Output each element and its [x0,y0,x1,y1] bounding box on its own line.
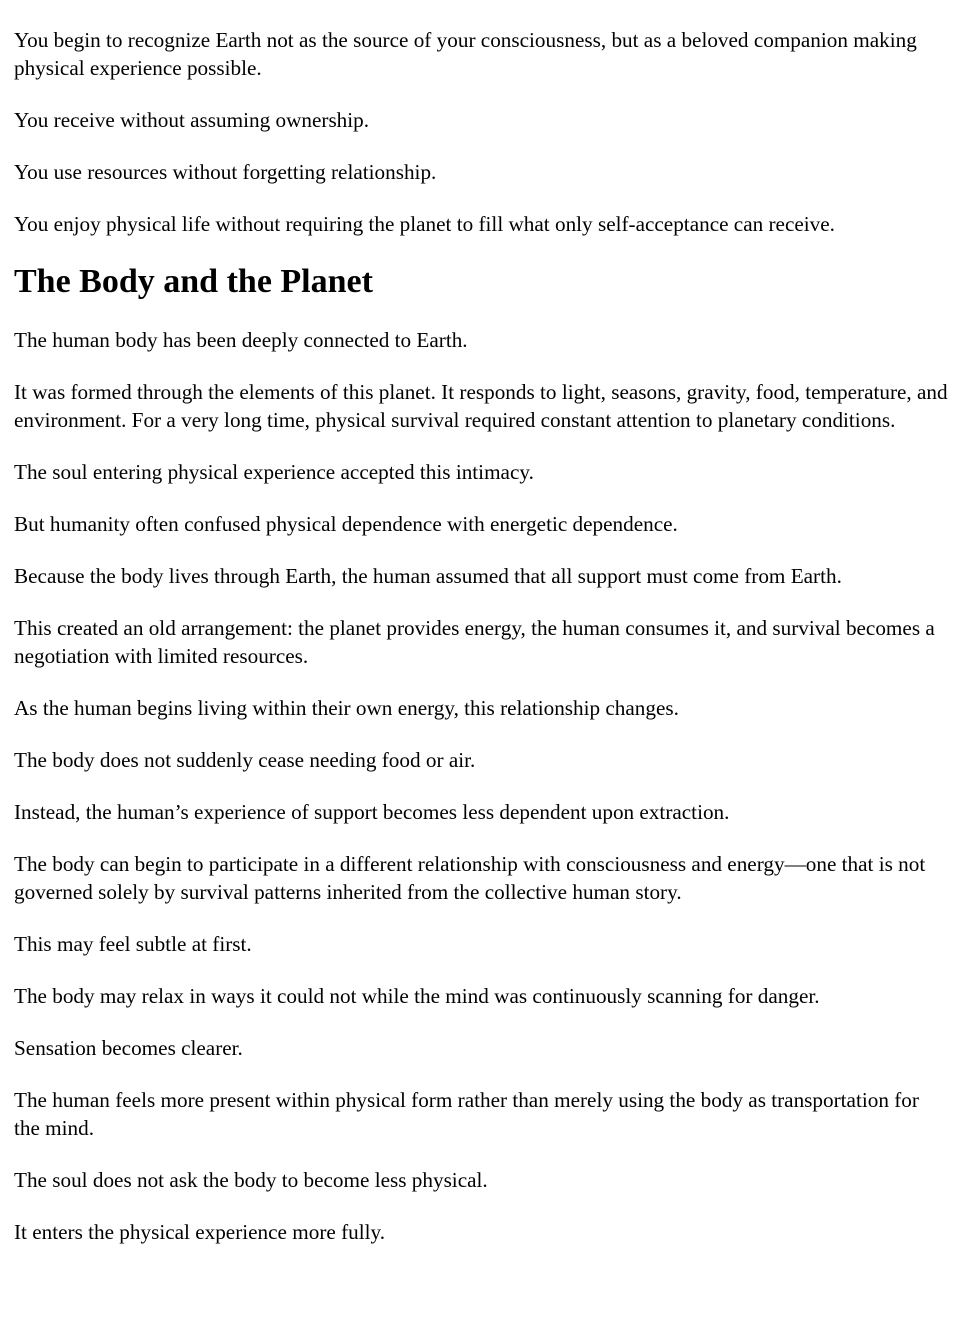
paragraph: The body can begin to participate in a different relationship with consciousness and energy—one that is not governed solely by survival patterns inherited from the collective human story. [14,852,926,904]
paragraph: The human feels more present within physical form rather than merely using the body as transportation for the mind. [14,1088,919,1140]
paragraph: The human body has been deeply connected to Earth. [14,328,468,352]
paragraph: You receive without assuming ownership. [14,108,370,132]
paragraph: It was formed through the elements of this planet. It responds to light, seasons, gravity, food, temperature, and environment. For a very long time, physical survival required constant attention to planetary conditions. [14,380,948,432]
paragraph: This may feel subtle at first. [14,932,252,956]
paragraph: The soul entering physical experience accepted this intimacy. [14,460,534,484]
paragraph: Sensation becomes clearer. [14,1036,243,1060]
paragraph: The body may relax in ways it could not while the mind was continuously scanning for danger. [14,984,820,1008]
paragraph: As the human begins living within their own energy, this relationship changes. [14,696,679,720]
paragraph: The soul does not ask the body to become less physical. [14,1168,488,1192]
paragraph: Instead, the human’s experience of support becomes less dependent upon extraction. [14,800,730,824]
paragraph: You use resources without forgetting relationship. [14,160,437,184]
paragraph: Because the body lives through Earth, the human assumed that all support must come from Earth. [14,564,842,588]
paragraph: You begin to recognize Earth not as the source of your consciousness, but as a beloved companion making physical experience possible. [14,28,917,80]
section-heading: The Body and the Planet [14,263,373,300]
paragraph: This created an old arrangement: the planet provides energy, the human consumes it, and survival becomes a negotiation with limited resources. [14,616,935,668]
paragraph: It enters the physical experience more fully. [14,1220,386,1244]
paragraph: You enjoy physical life without requiring the planet to fill what only self-acceptance can receive. [14,212,835,236]
paragraph: The body does not suddenly cease needing food or air. [14,748,476,772]
paragraph: But humanity often confused physical dependence with energetic dependence. [14,512,678,536]
